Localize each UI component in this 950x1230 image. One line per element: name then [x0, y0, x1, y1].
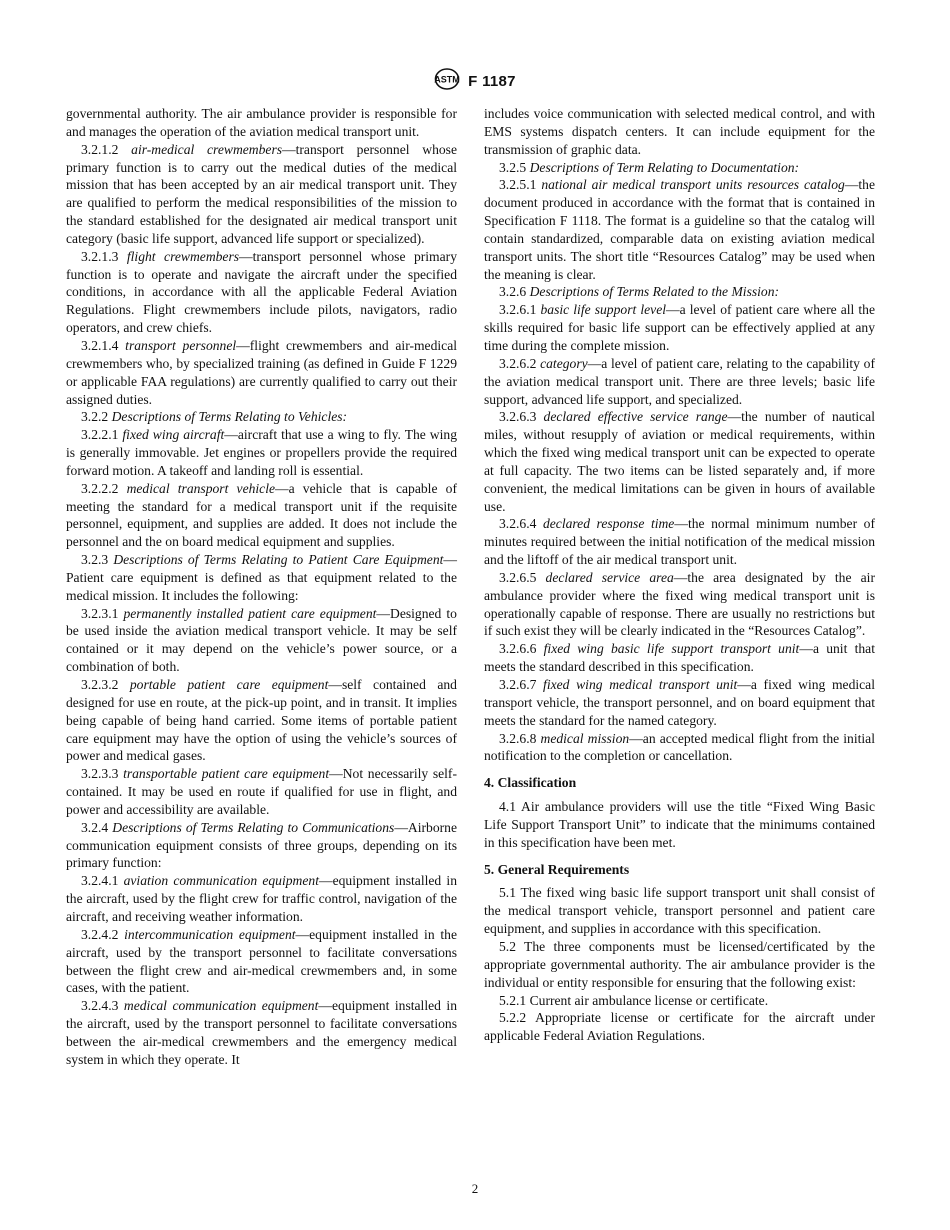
subsection-3-2-2: 3.2.2 Descriptions of Terms Relating to Vehicles:	[81, 409, 348, 425]
subsection-3-2-6: 3.2.6 Descriptions of Terms Related to the Mission:	[499, 284, 780, 300]
definition-3-2-6-3: 3.2.6.3 declared effective service range—the number of nautical miles, without resupply of aviation or medical requirements, within which the fixed wing medical transport unit can be expected to operate at full capacity. The two items can be listed separately and, if more convenient, the medical limitations can be given in hours of available use.	[484, 409, 875, 514]
definition-3-2-6-5: 3.2.6.5 declared service area—the area designated by the air ambulance provider where the fixed wing medical transport unit is operationally capable of response. There are usually no restrictions but if such exist they will be clearly indicated in the “Resources Catalog”.	[484, 569, 875, 639]
definition-3-2-1-2: 3.2.1.2 air-medical crewmembers—transport personnel whose primary function is to carry out the medical duties of the medical mission that has been accepted by an air medical transport unit. They are qualified to perform the medical responsibilities of the mission to the standard established for the designated air medical transport unit category (basic life support, advanced life support or specialized).	[66, 141, 458, 246]
left-column	[66, 105, 457, 1069]
subsection-3-2-4: 3.2.4 Descriptions of Terms Relating to Communications—Airborne communication equipment consists of three groups, depending on its primary function:	[66, 819, 457, 871]
definition-3-2-1-3: 3.2.1.3 flight crewmembers—transport personnel whose primary function is to operate and navigate the aircraft under the specified conditions, in accordance with all the applicable Federal Aviation Regulations. Flight crewmembers include pilots, navigators, radio operators, and crew chiefs.	[66, 248, 457, 336]
standard-designation: F 1187	[468, 73, 516, 90]
definition-3-2-6-7: 3.2.6.7 fixed wing medical transport unit—a fixed wing medical transport vehicle, the transport personnel, and on board equipment that meets the standard for the named category.	[484, 677, 875, 728]
definition-3-2-3-3: 3.2.3.3 transportable patient care equipment—Not necessarily self-contained. It may be used en route if qualified for use in flight, and power and accessibility are available.	[66, 766, 457, 817]
paragraph: includes voice communication with selected medical control, and with EMS systems dispatch centers. It can include equipment for the transmission of graphic data.	[484, 106, 875, 157]
section-heading-classification: 4. Classification	[484, 775, 577, 791]
paragraph-5-2: 5.2 The three components must be licensed/certificated by the appropriate governmental authority. The air ambulance provider is the individual or entity responsible for ensuring that the following exist:	[484, 938, 875, 990]
definition-3-2-2-1: 3.2.2.1 fixed wing aircraft—aircraft that use a wing to fly. The wing is generally immovable. Jet engines or propellers provide the required forward motion. A takeoff and landing roll is essential.	[66, 427, 457, 478]
definition-3-2-6-1: 3.2.6.1 basic life support level—a level of patient care where all the skills required for basic life support can be effectively applied at any time during the complete mission.	[484, 302, 875, 353]
definition-3-2-5-1: 3.2.5.1 national air medical transport units resources catalog—the document produced in accordance with the format that is contained in Specification F 1118. The format is a guideline so that the catalog will contain standardized, comparable data on existing aviation medical transport units. The short title “Resources Catalog” may be used when the meaning is clear.	[484, 177, 875, 282]
astm-logo-icon	[434, 68, 460, 95]
page-header	[0, 68, 950, 95]
right-column	[484, 105, 875, 1045]
section-heading-general-requirements: 5. General Requirements	[484, 861, 630, 877]
paragraph-5-2-1: 5.2.1 Current air ambulance license or certificate.	[499, 992, 769, 1008]
paragraph-5-1: 5.1 The fixed wing basic life support transport unit shall consist of the medical transport vehicle, transport personnel and patient care equipment, and supplies in accordance with this specification.	[484, 885, 875, 937]
definition-3-2-3-1: 3.2.3.1 permanently installed patient care equipment—Designed to be used inside the aviation medical transport vehicle. It may be self contained or it may depend on the vehicle’s power source, or a combination of both.	[66, 605, 457, 675]
subsection-3-2-5: 3.2.5 Descriptions of Term Relating to Documentation:	[499, 159, 800, 175]
definition-3-2-3-2: 3.2.3.2 portable patient care equipment—self contained and designed for use en route, at the pick-up point, and in transit. It implies being capable of being hand carried. Some items of portable patient care equipment may have the option of using the vehicle’s sources of power and medical gases.	[66, 677, 457, 764]
definition-3-2-6-2: 3.2.6.2 category—a level of patient care, relating to the capability of the aviation medical transport unit. There are three levels; basic life support, advanced life support, and specialized.	[484, 355, 875, 407]
definition-3-2-4-2: 3.2.4.2 intercommunication equipment—equipment installed in the aircraft, used by the transport personnel to facilitate conversations between the flight crew and air-medical crewmembers and, in some cases, with the patient.	[66, 926, 457, 996]
definition-3-2-4-1: 3.2.4.1 aviation communication equipment—equipment installed in the aircraft, used by the flight crew for traffic control, navigation of the aircraft, and receiving weather information.	[66, 873, 457, 924]
definition-3-2-6-6: 3.2.6.6 fixed wing basic life support transport unit—a unit that meets the standard described in this specification.	[484, 641, 875, 675]
svg-text:ASTM: ASTM	[434, 74, 460, 85]
page-number: 2	[471, 1181, 479, 1196]
paragraph-5-2-2: 5.2.2 Appropriate license or certificate for the aircraft under applicable Federal Aviation Regulations.	[484, 1010, 875, 1044]
definition-3-2-6-4: 3.2.6.4 declared response time—the normal minimum number of minutes required between the initial notification of the medical mission and the liftoff of the air medical transport unit.	[484, 516, 875, 568]
definition-3-2-6-8: 3.2.6.8 medical mission—an accepted medical flight from the initial notification to the completion or cancellation.	[484, 730, 875, 764]
definition-3-2-2-2: 3.2.2.2 medical transport vehicle—a vehicle that is capable of meeting the standard for a medical transport unit if the requisite personnel, equipment, and supplies are added. It does not include the personnel and the on board medical equipment and supplies.	[66, 480, 457, 550]
definition-3-2-4-3: 3.2.4.3 medical communication equipment—equipment installed in the aircraft, used by the transport personnel to facilitate conversations between the air-medical crewmembers and the emergency medical system in which they operate. It	[66, 998, 458, 1067]
definition-3-2-1-4: 3.2.1.4 transport personnel—flight crewmembers and air-medical crewmembers who, by specialized training (as defined in Guide F 1229 or applicable FAA regulations) are currently qualified to carry out their assigned duties.	[66, 337, 458, 407]
paragraph: governmental authority. The air ambulance provider is responsible for and manages the operation of the aviation medical transport unit.	[66, 106, 457, 139]
subsection-3-2-3: 3.2.3 Descriptions of Terms Relating to Patient Care Equipment—Patient care equipment is defined as that equipment related to the medical mission. It includes the following:	[66, 552, 457, 603]
paragraph-4-1: 4.1 Air ambulance providers will use the title “Fixed Wing Basic Life Support Transport Unit” to indicate that the minimums contained in this specification have been met.	[484, 799, 875, 850]
